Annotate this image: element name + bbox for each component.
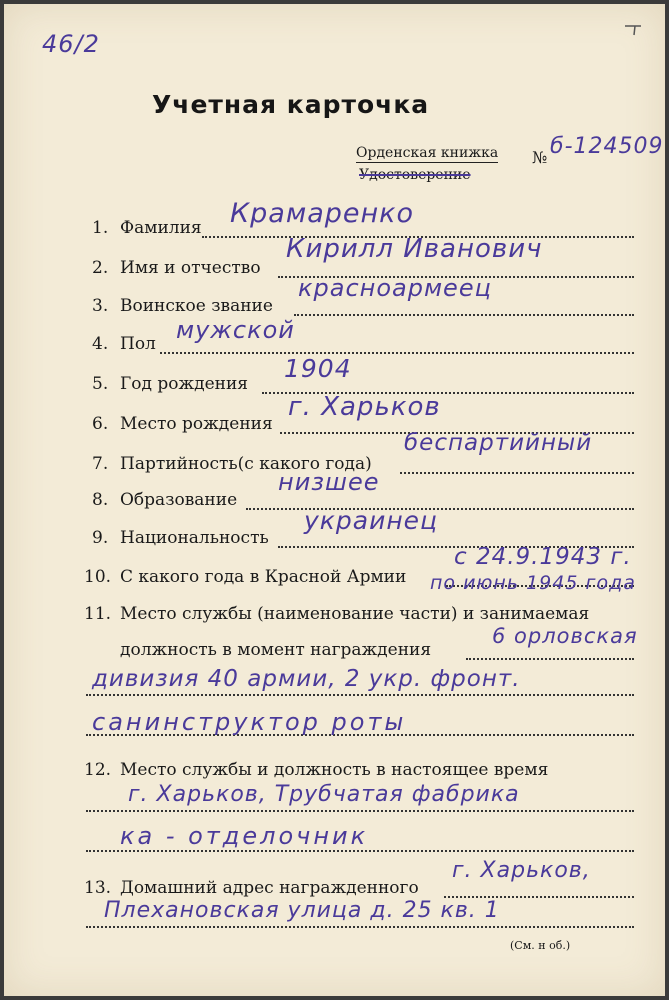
field-3-label: Воинское звание [120,296,273,316]
field-12-value: г. Харьков, Трубчатая фабрика [128,782,520,807]
field-13-line-2 [86,926,634,928]
award-record-card [4,4,665,996]
field-5-label: Год рождения [120,374,249,394]
field-7-line [400,472,634,474]
field-10-number: 10. [84,567,112,587]
corner-note: 46/2 [42,30,100,58]
field-6-label: Место рождения [120,414,273,434]
field-7-value: беспартийный [404,430,593,456]
field-2-number: 2. [92,258,109,278]
field-5-number: 5. [92,374,109,394]
field-12-line-1 [86,810,634,812]
field-1-number: 1. [92,218,109,238]
field-2-value: Кирилл Иванович [286,234,543,264]
field-6-number: 6. [92,414,109,434]
field-11-value-line-3: санинструктор роты [92,708,407,736]
field-4-value: мужской [176,316,295,344]
field-11-number: 11. [84,604,112,624]
field-9-value: украинец [304,506,439,535]
field-12-line-2 [86,850,634,852]
field-12-number: 12. [84,760,112,780]
field-9-label: Национальность [120,528,269,548]
field-8-label: Образование [120,490,238,510]
field-8-number: 8. [92,490,109,510]
field-11-value: 6 орловская [492,624,638,648]
corner-mark-icon [623,22,643,36]
field-10-label: С какого года в Красной Армии [120,567,407,587]
field-10-value-continued: по июнь 1945 года [430,572,636,594]
field-4-label: Пол [120,334,156,354]
field-3-line [294,314,634,316]
field-2-label: Имя и отчество [120,258,261,278]
field-6-value: г. Харьков [288,392,441,422]
field-9-number: 9. [92,528,109,548]
field-1-value: Крамаренко [230,198,414,229]
field-1-label: Фамилия [120,218,202,238]
field-11-value-continued: дивизия 40 армии, 2 укр. фронт. [92,666,521,692]
field-7-label: Партийность(с какого года) [120,454,372,474]
field-11-label-continued: должность в момент награждения [120,640,432,660]
field-3-value: красноармеец [298,274,492,302]
field-11-line-2 [86,694,634,696]
field-5-value: 1904 [284,354,352,383]
field-11-label: Место службы (наименование части) и занимаемая [120,604,590,624]
field-7-number: 7. [92,454,109,474]
field-12-label: Место службы и должность в настоящее время [120,760,549,780]
field-4-number: 4. [92,334,109,354]
doc-number-prefix: № [532,148,548,167]
field-11-line-1 [466,658,634,660]
footer-note: (См. н об.) [510,939,571,952]
doc-type-option-order-book: Орденская книжка [356,145,499,161]
card-title: Учетная карточка [152,90,430,119]
doc-type-option-certificate: Удостоверение [359,167,471,183]
field-13-label: Домашний адрес награжденного [120,878,419,898]
field-8-value: низшее [278,468,380,496]
field-10-value: с 24.9.1943 г. [454,544,632,570]
field-13-value: г. Харьков, [452,858,591,883]
field-12-value-continued: ка - отделочник [120,822,369,850]
field-13-number: 13. [84,878,112,898]
field-3-number: 3. [92,296,109,316]
field-13-value-continued: Плехановская улица д. 25 кв. 1 [104,898,500,923]
field-4-line [160,352,634,354]
doc-number: б-124509 [550,134,664,159]
